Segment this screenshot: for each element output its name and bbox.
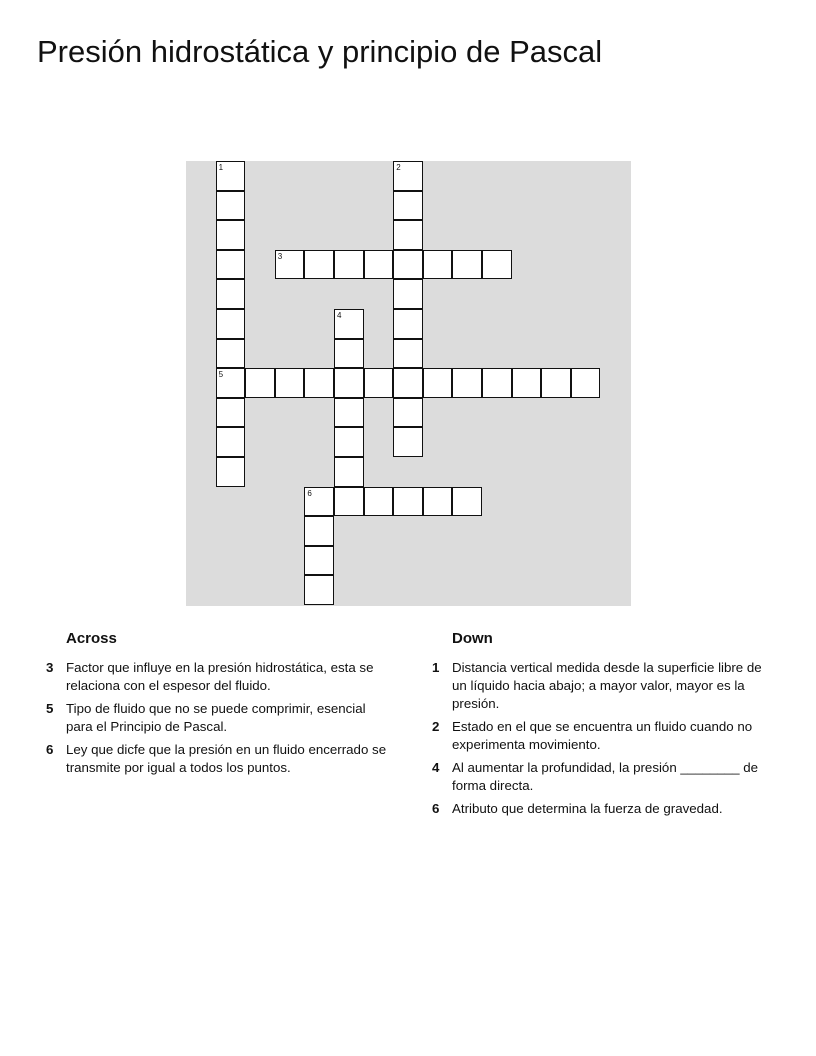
cell-number: 6	[307, 488, 312, 498]
crossword-cell[interactable]	[452, 368, 482, 398]
crossword-cell[interactable]	[216, 457, 246, 487]
crossword-cell[interactable]	[423, 487, 453, 517]
clue-number: 5	[46, 701, 54, 716]
crossword-cell[interactable]	[304, 516, 334, 546]
clue-number: 4	[432, 760, 440, 775]
crossword-cell[interactable]	[393, 487, 423, 517]
crossword-cell[interactable]	[423, 368, 453, 398]
crossword-cell[interactable]	[334, 427, 364, 457]
clue-number: 1	[432, 660, 440, 675]
crossword-cell[interactable]	[245, 368, 275, 398]
crossword-cell[interactable]	[393, 161, 423, 191]
crossword-cell[interactable]	[216, 191, 246, 221]
clue-item	[432, 718, 777, 754]
clue-text: Ley que dicfe que la presión en un fluido encerrado se transmite por igual a todos los puntos.	[66, 742, 387, 775]
page-title: Presión hidrostática y principio de Pascal	[37, 34, 603, 69]
clue-item	[432, 800, 777, 818]
clue-item	[46, 700, 391, 736]
crossword-cell[interactable]	[304, 546, 334, 576]
crossword-cell[interactable]	[393, 339, 423, 369]
crossword-cell[interactable]	[393, 279, 423, 309]
crossword-cell[interactable]	[216, 427, 246, 457]
crossword-cell[interactable]	[304, 575, 334, 605]
crossword-cell[interactable]	[452, 250, 482, 280]
crossword-cell[interactable]	[304, 368, 334, 398]
crossword-cell[interactable]	[216, 368, 246, 398]
down-clues	[432, 630, 777, 823]
clue-item	[432, 659, 777, 713]
crossword-cell[interactable]	[393, 368, 423, 398]
crossword-cell[interactable]	[275, 250, 305, 280]
crossword-cell[interactable]	[334, 398, 364, 428]
crossword-cell[interactable]	[393, 250, 423, 280]
clue-text: Tipo de fluido que no se puede comprimir, esencial para el Principio de Pascal.	[66, 701, 366, 734]
crossword-cell[interactable]	[541, 368, 571, 398]
crossword-cell[interactable]	[216, 309, 246, 339]
across-clues	[46, 630, 391, 782]
crossword-cell[interactable]	[334, 368, 364, 398]
crossword-cell[interactable]	[334, 457, 364, 487]
clue-item	[46, 659, 391, 695]
crossword-cell[interactable]	[216, 398, 246, 428]
crossword-cell[interactable]	[334, 250, 364, 280]
clue-number: 2	[432, 719, 440, 734]
crossword-cell[interactable]	[216, 161, 246, 191]
crossword-cell[interactable]	[304, 487, 334, 517]
crossword-cell[interactable]	[393, 398, 423, 428]
clue-number: 6	[46, 742, 54, 757]
crossword-cell[interactable]	[334, 339, 364, 369]
crossword-cell[interactable]	[216, 339, 246, 369]
crossword-cell[interactable]	[216, 220, 246, 250]
crossword-cell[interactable]	[334, 487, 364, 517]
clue-text: Al aumentar la profundidad, la presión ________ de forma directa.	[452, 760, 759, 793]
crossword-cell[interactable]	[334, 309, 364, 339]
clue-text: Factor que influye en la presión hidrostática, esta se relaciona con el espesor del fluido.	[66, 660, 374, 693]
crossword-cell[interactable]	[393, 309, 423, 339]
cell-number: 2	[396, 163, 401, 172]
crossword-cell[interactable]	[304, 250, 334, 280]
clue-number: 6	[432, 801, 440, 816]
crossword-cell[interactable]	[512, 368, 542, 398]
crossword-cell[interactable]	[393, 191, 423, 221]
cell-number: 4	[337, 311, 342, 320]
crossword-cell[interactable]	[364, 487, 394, 517]
cell-number: 3	[277, 251, 283, 261]
crossword-grid	[186, 161, 631, 606]
crossword-cell[interactable]	[423, 250, 453, 280]
crossword-cell[interactable]	[216, 279, 246, 309]
clue-text: Atributo que determina la fuerza de gravedad.	[452, 801, 723, 816]
cell-number: 1	[218, 163, 224, 172]
crossword-cell[interactable]	[571, 368, 601, 398]
clue-text: Estado en el que se encuentra un fluido cuando no experimenta movimiento.	[452, 719, 753, 752]
across-heading: Across	[66, 630, 117, 647]
cell-number: 5	[218, 370, 224, 380]
clue-item	[46, 741, 391, 777]
crossword-cell[interactable]	[216, 250, 246, 280]
crossword-cell[interactable]	[364, 368, 394, 398]
crossword-cell[interactable]	[393, 427, 423, 457]
down-heading: Down	[452, 630, 493, 647]
clue-item	[432, 759, 777, 795]
crossword-cell[interactable]	[482, 250, 512, 280]
crossword-cell[interactable]	[364, 250, 394, 280]
crossword-cell[interactable]	[275, 368, 305, 398]
crossword-cell[interactable]	[452, 487, 482, 517]
clue-number: 3	[46, 660, 54, 675]
crossword-cell[interactable]	[482, 368, 512, 398]
clue-text: Distancia vertical medida desde la superficie libre de un líquido hacia abajo; a mayor valor, mayor es la presión.	[452, 660, 762, 711]
crossword-cell[interactable]	[393, 220, 423, 250]
